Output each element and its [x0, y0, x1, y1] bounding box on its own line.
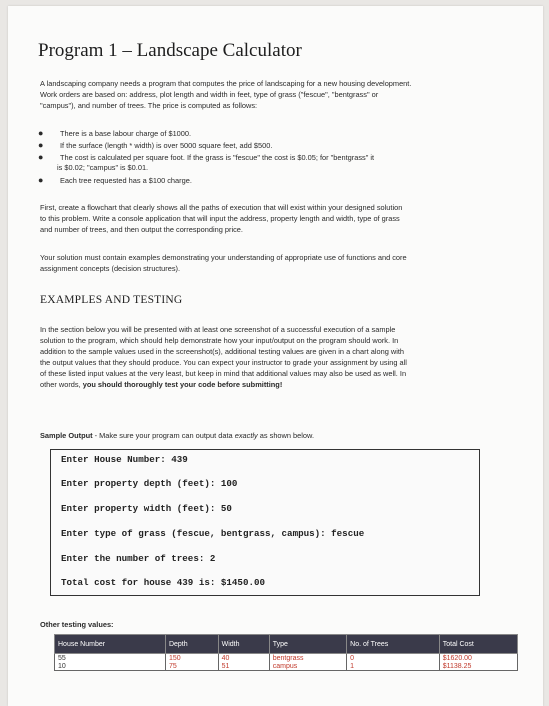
- para2-line-1: First, create a flowchart that clearly shows all the paths of execution that will exist within your designed solution: [40, 203, 403, 212]
- examples-heading: EXAMPLES AND TESTING: [40, 294, 183, 306]
- table-header-row: [55, 635, 518, 654]
- intro-line-2: Work orders are based on: address, plot length and width in feet, type of grass ("fescue", "bentgrass" or: [40, 90, 379, 99]
- para3-line-2: assignment concepts (decision structures).: [40, 264, 181, 273]
- table-cell: $1620.00: [439, 654, 517, 663]
- table-cell: bentgrass: [269, 654, 346, 663]
- document-page: [8, 6, 543, 706]
- sample-output-label: Sample Output - Make sure your program can output data exactly as shown below.: [40, 431, 315, 440]
- column-header: Width: [218, 635, 269, 654]
- table-cell: 1: [347, 662, 440, 671]
- table-row: [55, 662, 518, 671]
- column-header: Total Cost: [439, 635, 517, 654]
- table-cell: 0: [347, 654, 440, 663]
- column-header: Type: [269, 635, 346, 654]
- table-cell: 51: [218, 662, 269, 671]
- bullet-icon: ●: [38, 128, 44, 138]
- table-cell: 10: [55, 662, 166, 671]
- bullet-continuation: is $0.02; "campus" is $0.01.: [57, 163, 149, 172]
- column-header: Depth: [165, 635, 218, 654]
- other-testing-label: Other testing values:: [40, 620, 114, 629]
- bullet-item: ● There is a base labour charge of $1000.: [38, 128, 192, 138]
- bullet-item: ● Each tree requested has a $100 charge.: [38, 175, 192, 185]
- table-row: [55, 654, 518, 663]
- table-cell: 150: [165, 654, 218, 663]
- table-cell: 40: [218, 654, 269, 663]
- console-line: Enter the number of trees: 2: [61, 553, 216, 564]
- column-header: No. of Trees: [347, 635, 440, 654]
- bullet-icon: ●: [38, 140, 44, 150]
- intro-line-1: A landscaping company needs a program that computes the price of landscaping for a new housing development.: [40, 79, 412, 88]
- para4-line-5: of these listed input values at the very least, but keep in mind that additional values may also be used as well. In: [40, 369, 407, 378]
- para4-line-4: the output values that they should produce. You can expect your instructor to grade your assignment by using all: [40, 358, 407, 367]
- para3-line-1: Your solution must contain examples demonstrating your understanding of appropriate use of functions and core: [40, 253, 407, 262]
- para4-line-2: solution to the program, which should help demonstrate how your input/output on the program should work. In: [40, 336, 399, 345]
- bullet-icon: ●: [38, 152, 44, 162]
- console-screenshot: [50, 449, 480, 596]
- column-header: House Number: [55, 635, 166, 654]
- console-line: Enter type of grass (fescue, bentgrass, campus): fescue: [61, 528, 365, 539]
- console-line: Enter property width (feet): 50: [61, 503, 232, 514]
- table-cell: 55: [55, 654, 166, 663]
- para2-line-3: and number of trees, and then output the corresponding price.: [40, 225, 243, 234]
- para4-line-6: other words, you should thoroughly test your code before submitting!: [40, 380, 283, 389]
- bullet-item: ● The cost is calculated per square foot. If the grass is "fescue" the cost is $0.05; for "bentgrass" it: [38, 152, 375, 162]
- page-title: Program 1 – Landscape Calculator: [38, 40, 302, 61]
- para4-line-3: addition to the sample values used in the screenshot(s), additional testing values are given in a chart along with: [40, 347, 404, 356]
- bullet-icon: ●: [38, 175, 44, 185]
- console-line: Enter House Number: 439: [61, 454, 188, 465]
- bullet-item: ● If the surface (length * width) is over 5000 square feet, add $500.: [38, 140, 273, 150]
- console-line: Total cost for house 439 is: $1450.00: [61, 577, 265, 588]
- table-cell: $1138.25: [439, 662, 517, 671]
- para4-line-1: In the section below you will be presented with at least one screenshot of a successful execution of a sample: [40, 325, 396, 334]
- intro-line-3: "campus"), and number of trees. The price is computed as follows:: [40, 101, 258, 110]
- console-line: Enter property depth (feet): 100: [61, 478, 238, 489]
- table-cell: campus: [269, 662, 346, 671]
- table-cell: 75: [165, 662, 218, 671]
- testing-values-table: [54, 634, 518, 671]
- para2-line-2: to this problem. Write a console application that will input the address, property length and width, type of grass: [40, 214, 400, 223]
